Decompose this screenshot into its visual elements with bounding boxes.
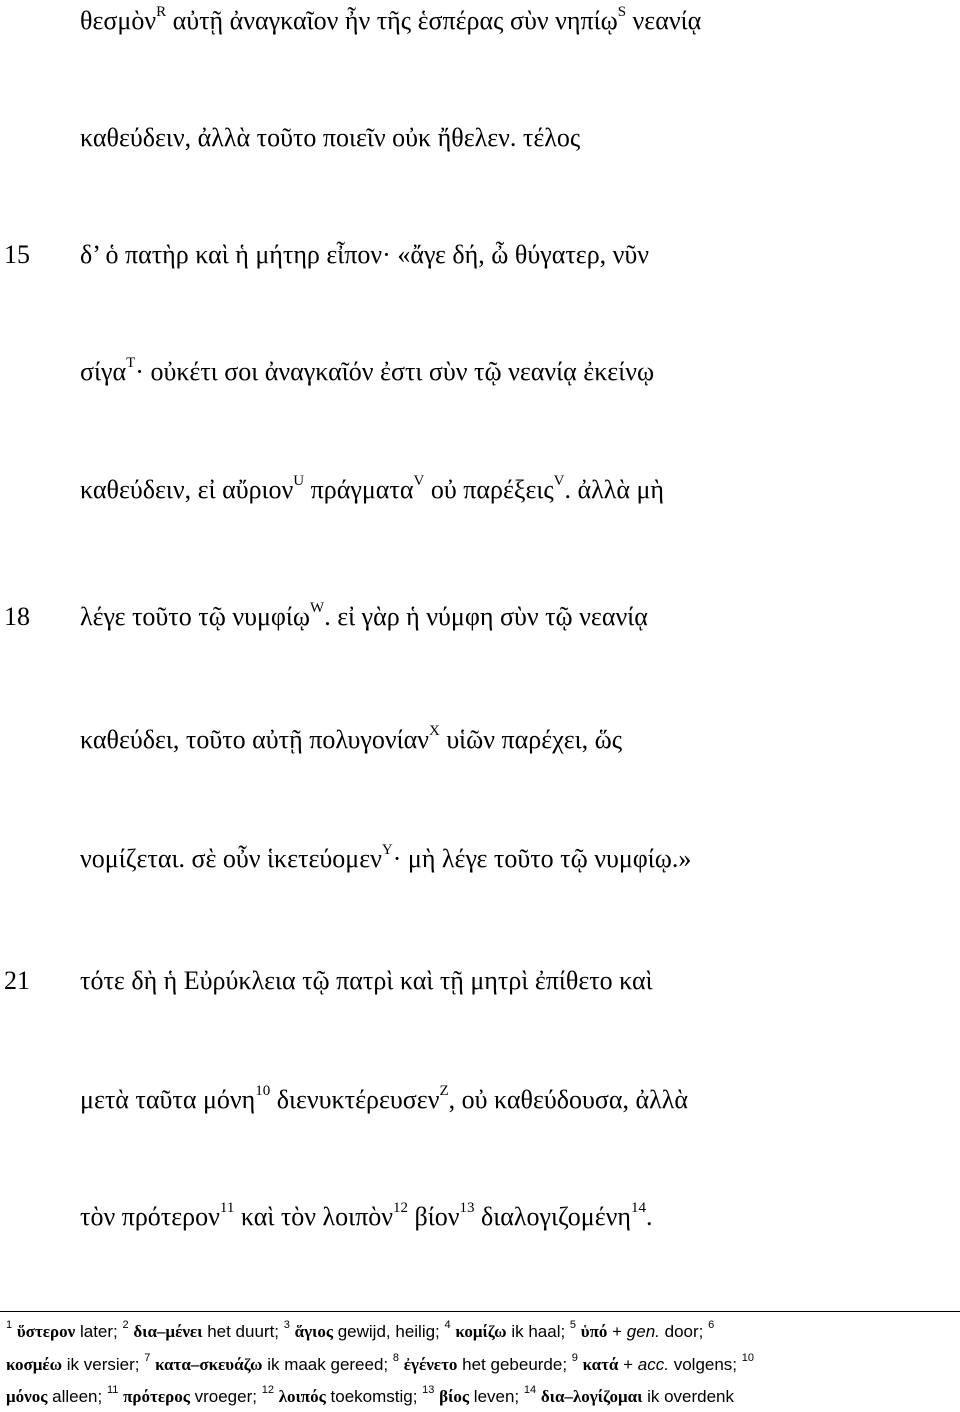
gloss: het duurt; (202, 1322, 284, 1341)
gloss: leven; (469, 1387, 524, 1406)
text-segment: νεανίᾳ (626, 6, 702, 35)
note-marker: Z (439, 1083, 449, 1100)
footnote-number: 9 (571, 1352, 578, 1365)
footnote-number: 8 (392, 1352, 399, 1365)
greek-headword: ὕστερον (16, 1322, 76, 1341)
gloss-abbrev: gen. (626, 1322, 660, 1341)
text-segment: · οὐκέτι σοι ἀναγκαῖόν ἐστι σὺν τῷ νεανίᾳ ἐκείνῳ (135, 357, 655, 386)
note-marker: T (126, 355, 136, 372)
greek-headword: βίος (439, 1387, 470, 1406)
text-segment: διενυκτέρευσεν (270, 1085, 440, 1114)
footnote-number: 6 (708, 1319, 715, 1332)
note-marker: X (428, 723, 440, 740)
text-segment: . (646, 1202, 653, 1231)
footnote-number: 10 (741, 1352, 754, 1365)
text-segment: οὐ παρέξεις (424, 475, 554, 504)
text-segment: λέγε τοῦτο τῷ νυμφίῳ (80, 602, 311, 631)
text-segment: δ’ ὁ πατὴρ καὶ ἡ μήτηρ εἶπον· «ἄγε δή, ὦ θύγατερ, νῦν (80, 240, 650, 269)
footnote-ref: 10 (255, 1083, 271, 1100)
text-segment: καθεύδειν, ἀλλὰ τοῦτο ποιεῖν οὐκ ἤθελεν. τέλος (80, 123, 581, 152)
greek-headword: πρότερος (123, 1387, 190, 1406)
text-segment: καθεύδει, τοῦτο αὐτῇ πολυγονίαν (80, 725, 429, 754)
greek-headword: ἐγένετο (403, 1355, 458, 1374)
text-segment: αὐτῇ ἀναγκαῖον ἦν τῆς ἑσπέρας σὺν νηπίῳ (166, 6, 618, 35)
line-number-21: 21 (4, 966, 30, 995)
footnote-number: 7 (144, 1352, 151, 1365)
note-marker: W (310, 600, 325, 617)
text-line-11 (80, 1197, 653, 1237)
footnote-number: 14 (523, 1384, 537, 1397)
line-number-15: 15 (4, 240, 30, 269)
footnote-ref: 14 (631, 1200, 647, 1217)
greek-headword: ὑπό (580, 1322, 608, 1341)
text-line-5 (80, 470, 664, 510)
text-segment: θεσμὸν (80, 6, 157, 35)
text-segment: υἱῶν παρέχει, ὥς (439, 725, 623, 754)
text-line-4 (80, 352, 654, 392)
gloss: ik versier; (62, 1355, 145, 1374)
text-line-9 (80, 961, 653, 1001)
text-segment: διαλογιζομένη (474, 1202, 632, 1231)
gloss: toekomstig; (325, 1387, 423, 1406)
footnote-number: 1 (6, 1319, 13, 1332)
greek-headword: λοιπός (278, 1387, 326, 1406)
footnote-number: 5 (569, 1319, 577, 1332)
footnote-number: 3 (283, 1319, 290, 1332)
footnote-number: 2 (122, 1319, 129, 1332)
greek-headword: κοσμέω (6, 1355, 63, 1374)
footnote-number: 11 (106, 1384, 119, 1397)
footnote-ref: 12 (393, 1200, 409, 1217)
footnote-number: 13 (422, 1384, 435, 1397)
gloss: vroeger; (189, 1387, 262, 1406)
gloss: + (618, 1355, 638, 1374)
footnote-ref: 11 (219, 1200, 235, 1217)
note-marker: V (413, 473, 425, 490)
footnote-number: 4 (444, 1319, 451, 1332)
text-segment: . εἰ γὰρ ἡ νύμφη σὺν τῷ νεανίᾳ (324, 602, 648, 631)
greek-headword: κατα–σκευάζω (155, 1355, 263, 1374)
text-segment: νομίζεται. σὲ οὖν ἱκετεύομεν (80, 844, 382, 873)
footnote-line-3 (6, 1382, 954, 1412)
gloss-abbrev: acc. (637, 1355, 669, 1374)
gloss: het gebeurde; (457, 1355, 572, 1374)
note-marker: V (553, 473, 565, 490)
text-segment: πράγματα (304, 475, 414, 504)
footnote-number: 12 (261, 1384, 274, 1397)
gloss: ik haal; (506, 1322, 570, 1341)
text-segment: . ἀλλὰ μὴ (564, 475, 665, 504)
text-segment: σίγα (80, 357, 127, 386)
greek-headword: κατά (582, 1355, 619, 1374)
text-segment: μετὰ ταῦτα μόνη (80, 1085, 256, 1114)
text-line-6 (80, 597, 648, 637)
text-segment: · μὴ λέγε τοῦτο τῷ νυμφίῳ.» (392, 844, 692, 873)
text-segment: βίον (408, 1202, 460, 1231)
footnote-separator (0, 1311, 960, 1312)
footnote-line-1 (6, 1317, 954, 1347)
greek-headword: μόνος (6, 1387, 48, 1406)
text-segment: τὸν πρότερον (80, 1202, 220, 1231)
text-segment: καθεύδειν, εἰ αὔριον (80, 475, 294, 504)
note-marker: R (156, 4, 167, 21)
note-marker: Y (381, 842, 393, 859)
text-line-8 (80, 839, 691, 879)
line-number-18: 18 (4, 602, 30, 631)
greek-headword: ἅγιος (294, 1322, 333, 1341)
text-line-2 (80, 118, 580, 158)
text-line-10 (80, 1080, 688, 1120)
note-marker: U (293, 473, 305, 490)
greek-headword: δια–μένει (133, 1322, 203, 1341)
gloss: ik overdenk (642, 1387, 735, 1406)
note-marker: S (617, 4, 627, 21)
text-segment: καὶ τὸν λοιπὸν (234, 1202, 394, 1231)
footnote-ref: 13 (459, 1200, 475, 1217)
text-line-3 (80, 235, 649, 275)
text-line-1 (80, 1, 701, 41)
gloss: volgens; (668, 1355, 742, 1374)
gloss: + (607, 1322, 627, 1341)
text-segment: τότε δὴ ἡ Εὐρύκλεια τῷ πατρὶ καὶ τῇ μητρὶ ἐπίθετο καὶ (80, 966, 653, 995)
text-line-7 (80, 720, 622, 760)
gloss: gewijd, heilig; (333, 1322, 445, 1341)
gloss: ik maak gereed; (262, 1355, 393, 1374)
gloss: alleen; (47, 1387, 107, 1406)
gloss: door; (659, 1322, 709, 1341)
footnote-line-2 (6, 1350, 954, 1380)
gloss: later; (75, 1322, 123, 1341)
text-segment: , οὐ καθεύδουσα, ἀλλὰ (448, 1085, 688, 1114)
greek-headword: κομίζω (455, 1322, 507, 1341)
greek-headword: δια–λογίζομαι (540, 1387, 643, 1406)
